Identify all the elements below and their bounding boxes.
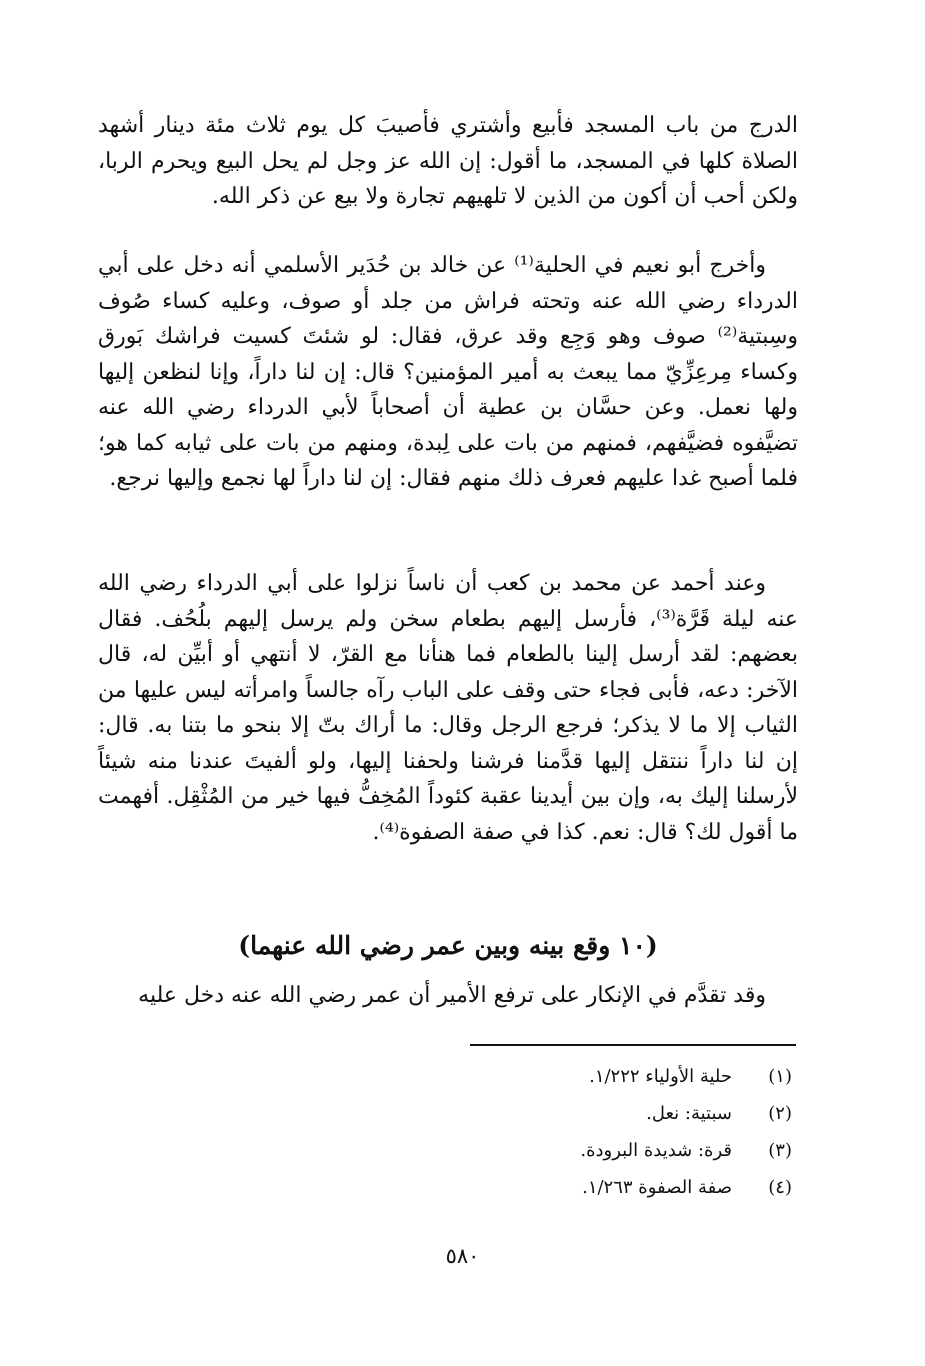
footnote-item	[300, 1103, 800, 1140]
footnotes-list	[300, 1066, 800, 1214]
page-number: ٥٨٠	[445, 1244, 480, 1268]
paragraph-abu-nuaym: وأخرج أبو نعيم في الحلية⁽¹⁾ عن خالد بن حُدَير الأسلمي أنه دخل على أبي الدرداء رضي الله عنه وتحته فراش من جلد أو صوف، وعليه كساء صُوف وسِبتية⁽²⁾ صوف وهو وَجِع وقد عرق، فقال: لو شئتَ كسيت فراشك بَورق وكساء مِرعِزِّيّ مما يبعث به أمير المؤمنين؟ قال: إن لنا داراً، وإنا لنظعن إليها ولها نعمل. وعن حسَّان بن عطية أن أصحاباً لأبي الدرداء رضي الله عنه تضيَّفوه فضيَّفهم، فمنهم من بات على لِبدة، ومنهم من بات على ثيابه كما هو؛ فلما أصبح غدا عليهم فعرف ذلك منهم فقال: إن لنا داراً لها نجمع وإليها نرجع.	[98, 253, 798, 491]
footnote-number: (٣)	[768, 1140, 792, 1161]
footnote-text: سبتية: نعل.	[646, 1103, 732, 1124]
footnote-number: (١)	[768, 1066, 792, 1087]
footnote-number: (٢)	[768, 1103, 792, 1124]
footnote-item	[300, 1177, 800, 1214]
paragraph-umar: وقد تقدَّم في الإنكار على ترفع الأمير أن عمر رضي الله عنه دخل عليه	[138, 983, 766, 1008]
footnote-text: صفة الصفوة ١/٢٦٣.	[582, 1177, 732, 1198]
paragraph-continuation: الدرج من باب المسجد فأبيع وأشتري فأصيبَ كل يوم ثلاث مئة دينار أشهد الصلاة كلها في المسجد، ما أقول: إن الله عز وجل لم يحل البيع ويحرم الربا، ولكن أحب أن أكون من الذين لا تلهيهم تجارة ولا بيع عن ذكر الله.	[98, 113, 798, 209]
footnote-text: قرة: شديدة البرودة.	[580, 1140, 732, 1161]
footnote-item	[300, 1140, 800, 1177]
footnote-text: حلية الأولياء ١/٢٢٢.	[589, 1066, 732, 1087]
section-heading: (١٠ وقع بينه وبين عمر رضي الله عنهما)	[238, 931, 658, 960]
footnote-item	[300, 1066, 800, 1103]
footnote-divider	[470, 1044, 796, 1046]
paragraph-ahmad: وعند أحمد عن محمد بن كعب أن ناساً نزلوا على أبي الدرداء رضي الله عنه ليلة قَرَّة⁽³⁾، فأرسل إليهم بطعام سخن ولم يرسل إليهم بلُحُف. فقال بعضهم: لقد أرسل إلينا بالطعام فما هنأنا مع القرّ، لا أنتهي أو أبيِّن له، قال الآخر: دعه، فأبى فجاء حتى وقف على الباب رآه جالساً وامرأته ليس عليها من الثياب إلا ما لا يذكر؛ فرجع الرجل وقال: ما أراك بتّ إلا بنحو ما بتنا به. قال: إن لنا داراً ننتقل إليها قدَّمنا فرشنا ولحفنا إليها، ولو ألفيتَ عندنا منه شيئاً لأرسلنا إليك به، وإن بين أيدينا عقبة كئوداً المُخِفُّ فيها خير من المُثْقِل. أفهمت ما أقول لك؟ قال: نعم. كذا في صفة الصفوة⁽⁴⁾.	[98, 571, 799, 845]
footnote-number: (٤)	[768, 1177, 792, 1198]
